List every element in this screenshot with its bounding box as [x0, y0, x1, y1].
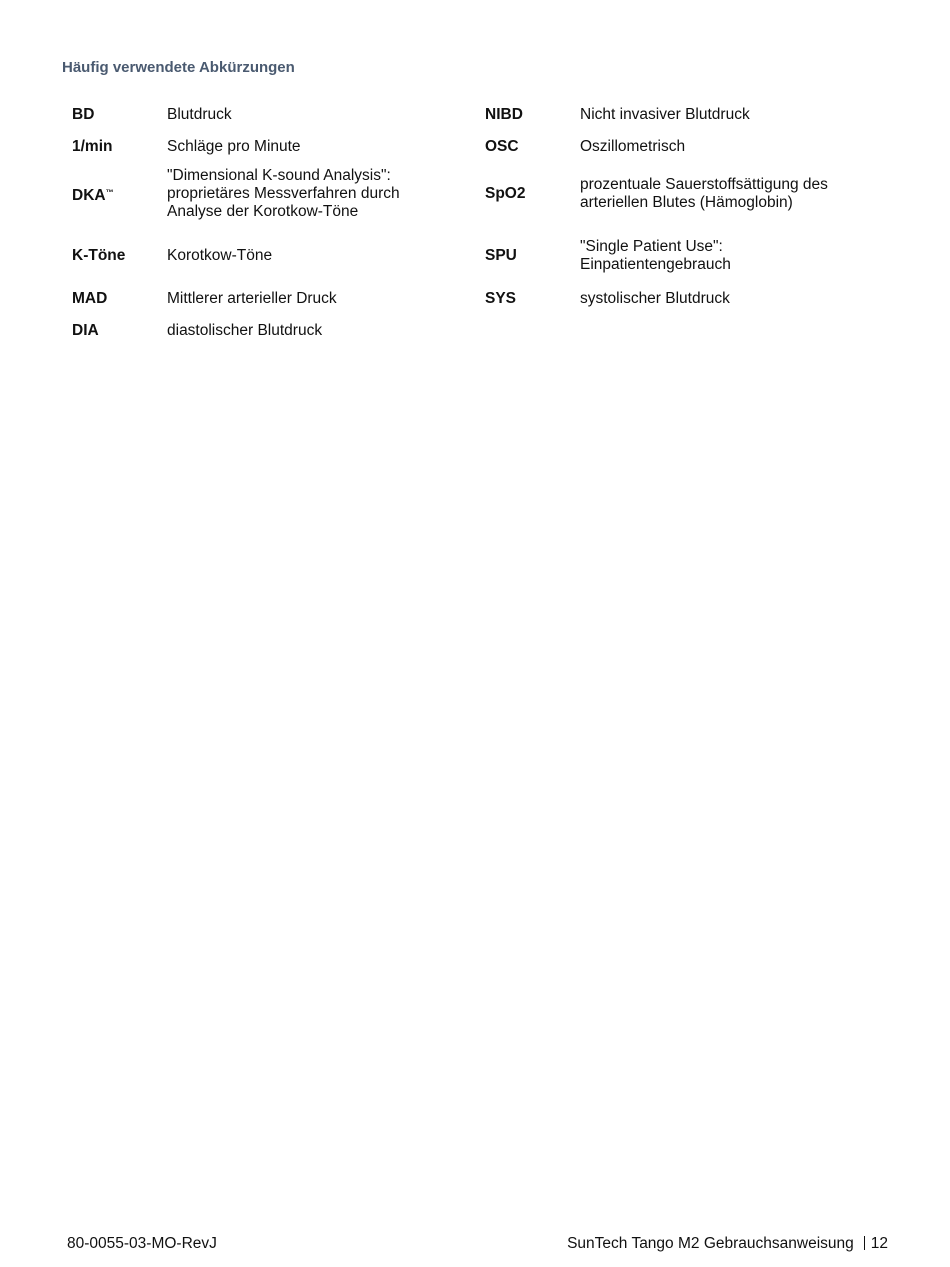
footer-separator: [864, 1236, 865, 1250]
abbreviation-definition: "Dimensional K-sound Analysis": proprietäres Messverfahren durch Analyse der Korotkow-Töne: [167, 167, 400, 220]
abbreviation-row: [485, 284, 895, 314]
abbreviation-definition: systolischer Blutdruck: [580, 290, 730, 307]
abbreviation-row: [485, 132, 895, 162]
abbreviation-term: 1/min: [72, 138, 113, 155]
abbreviation-definition: Oszillometrisch: [580, 138, 686, 155]
abbreviation-row: [485, 164, 895, 224]
abbreviation-definition: Blutdruck: [167, 106, 232, 123]
abbreviation-definition: diastolischer Blutdruck: [167, 322, 323, 339]
abbreviation-term: SPU: [485, 247, 517, 264]
abbreviation-column-right: [485, 100, 895, 314]
abbreviation-term: [72, 184, 167, 205]
abbreviation-row: [485, 236, 895, 276]
abbreviation-row: [72, 236, 482, 276]
abbreviation-definition: Mittlerer arterieller Druck: [167, 290, 337, 307]
abbreviation-column-left: [72, 100, 482, 346]
abbreviation-term: NIBD: [485, 106, 523, 123]
page-number: 12: [870, 1235, 888, 1252]
abbreviation-row: [72, 284, 482, 314]
abbreviation-row: [72, 100, 482, 130]
abbreviation-term-text: DKA: [72, 186, 106, 204]
abbreviation-definition: prozentuale Sauerstoffsättigung des arteriellen Blutes (Hämoglobin): [580, 176, 828, 211]
abbreviation-term: BD: [72, 106, 95, 123]
footer-right: [567, 1235, 888, 1253]
abbreviation-term: SpO2: [485, 185, 526, 202]
abbreviation-term: MAD: [72, 290, 108, 307]
section-heading: Häufig verwendete Abkürzungen: [62, 59, 295, 76]
footer-document-number: 80-0055-03-MO-RevJ: [67, 1235, 217, 1252]
abbreviation-definition: "Single Patient Use": Einpatientengebrauch: [580, 238, 731, 273]
abbreviation-row: [72, 132, 482, 162]
abbreviation-term: DIA: [72, 322, 99, 339]
abbreviation-definition: Korotkow-Töne: [167, 247, 273, 264]
abbreviation-row: [72, 316, 482, 346]
trademark-mark: ™: [105, 187, 114, 197]
abbreviation-term: SYS: [485, 290, 517, 307]
abbreviation-term: K-Töne: [72, 247, 126, 264]
abbreviation-term: OSC: [485, 138, 519, 155]
abbreviation-definition: Schläge pro Minute: [167, 138, 301, 155]
abbreviation-row: [72, 164, 482, 224]
abbreviation-definition: Nicht invasiver Blutdruck: [580, 106, 750, 123]
footer-document-title: SunTech Tango M2 Gebrauchsanweisung: [567, 1235, 854, 1252]
abbreviation-row: [485, 100, 895, 130]
